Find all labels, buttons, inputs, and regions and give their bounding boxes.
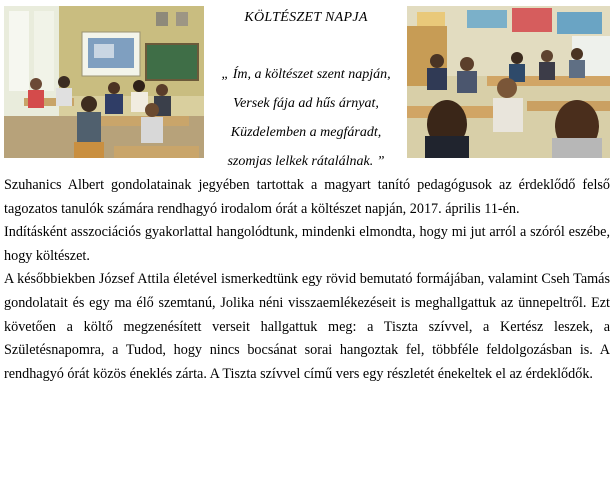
classroom-photo-left [4, 6, 204, 158]
classroom-photo-right [407, 6, 610, 158]
poem-line: szomjas lelkek rátalálnak. ” [227, 154, 385, 169]
paragraph: A későbbiekben József Attila életével ismerkedtünk egy rövid bemutató formájában, valamint Cseh Tamás gondolatait és egy ma élő szemtanú, Jolika néni visszaemlékezéseit is meghallgattuk az ünnepeltről. Ezt követően a költő megzenésített verseit hallgattuk meg: a Tiszta szívvel, a Kertész leszek, a Születésnapomra, a Tudod, hogy nincs bocsánat sorai hangoztak fel, többféle feldolgozásban is. A rendhagyó órát közös éneklés zárta. A Tiszta szívvel című vers egy részletét énekeltek el az érdeklődők. [4, 271, 610, 382]
paragraph: Indításként asszociációs gyakorlattal hangolódtunk, mindenki elmondta, hogy mi jut arról a szóról eszébe, hogy költészet. [4, 224, 610, 264]
paragraph: Szuhanics Albert gondolatainak jegyében tartottak a magyart tanító pedagógusok az érdeklődő felső tagozatos tanulók számára rendhagyó irodalom órát a költészet napján, 2017. április 11-én. [4, 177, 610, 217]
poem-line: Küzdelemben a megfáradt, [230, 125, 382, 140]
article-body [4, 174, 610, 386]
page-title: KÖLTÉSZET NAPJA [244, 10, 368, 25]
header-block [206, 6, 406, 176]
poem-line: Versek fája ad hűs árnyat, [233, 96, 379, 111]
poem [206, 60, 406, 176]
poem-line: „ Ím, a költészet szent napján, [221, 67, 391, 82]
